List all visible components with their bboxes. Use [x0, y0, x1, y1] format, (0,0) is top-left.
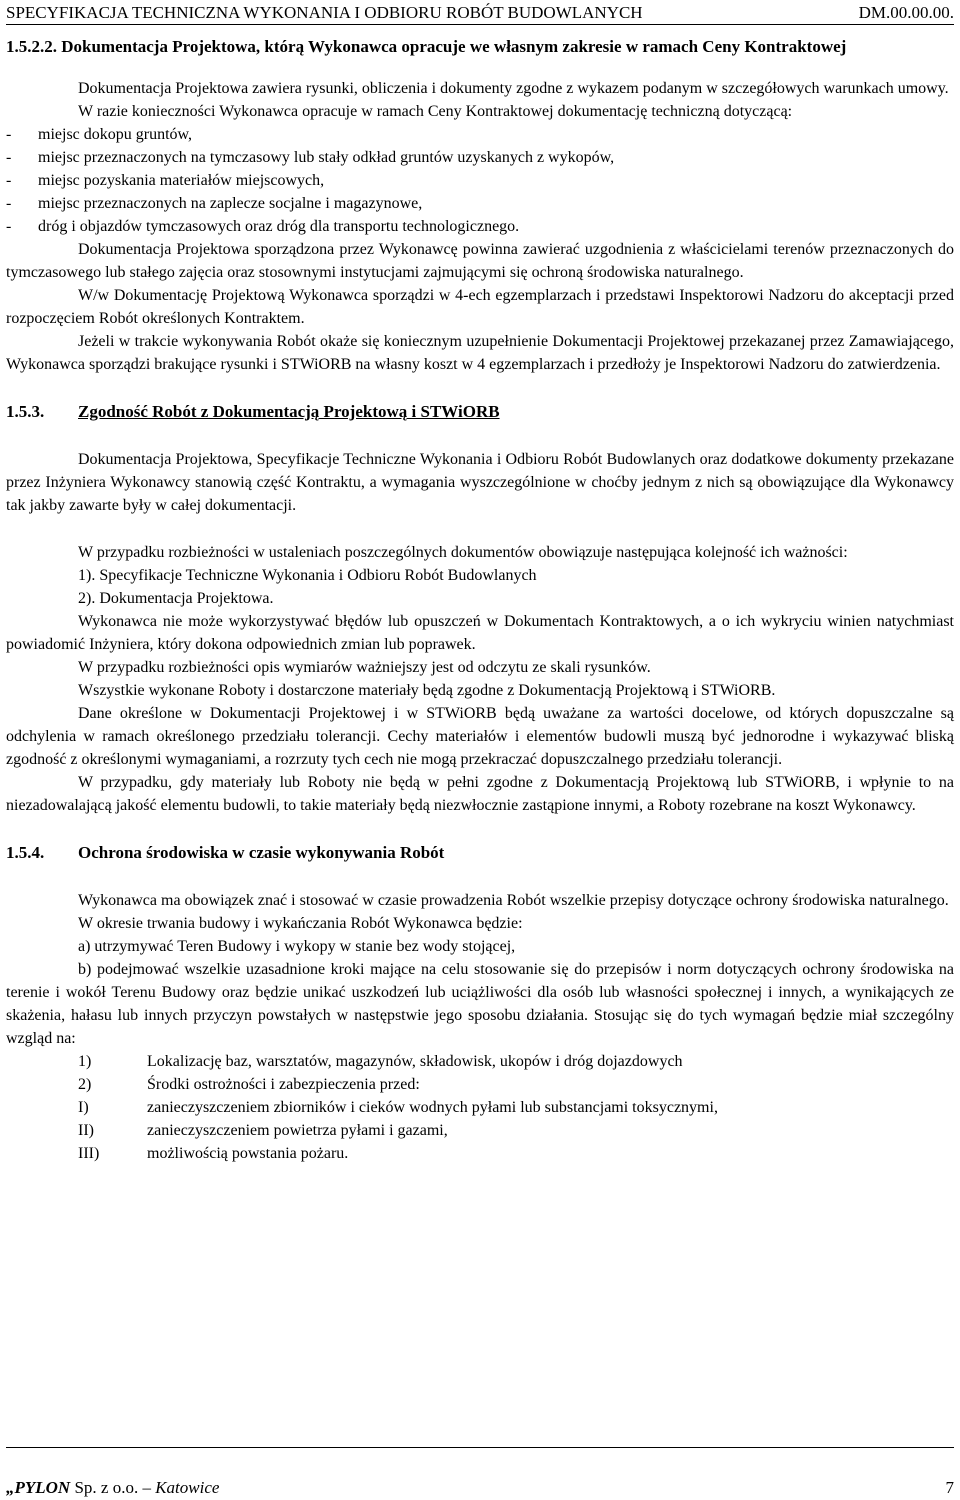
- section-1522-heading: 1.5.2.2. Dokumentacja Projektowa, którą Wykonawca opracuje we własnym zakresie w ramach Ceny Kontraktowej: [6, 37, 847, 56]
- section-number: 1.5.3.: [6, 402, 45, 421]
- section-1522-paragraph: Jeżeli w trakcie wykonywania Robót okaże się koniecznym uzupełnienie Dokumentacji Projektowej przekazanej przez Zamawiającego, Wykonawca sporządzi brakujące rysunki i STWiORB na własny koszt w 4 egzemplarzach i przedłoży je Inspektorowi Nadzoru do zatwierdzenia.: [6, 333, 954, 373]
- section-1522-paragraph: Dokumentacja Projektowa zawiera rysunki, obliczenia i dokumenty zgodne z wykazem podanym w szczegółowych warunkach umowy.: [78, 80, 949, 97]
- priority-item: 2). Dokumentacja Projektowa.: [78, 590, 274, 607]
- list-item: III) możliwością powstania pożaru.: [78, 1145, 349, 1162]
- list-item: 1) Lokalizację baz, warsztatów, magazynów, składowisk, ukopów i dróg dojazdowych: [78, 1053, 683, 1070]
- environment-considerations-list: [6, 1050, 954, 1165]
- company-suffix: Sp. z o.o. –: [70, 1478, 151, 1497]
- section-154-heading: [6, 841, 954, 865]
- section-153-paragraph: Dokumentacja Projektowa, Specyfikacje Techniczne Wykonania i Odbioru Robót Budowlanych oraz dodatkowe dokumenty przekazane przez Inżyniera Wykonawcy stanowią część Kontraktu, a wymagania wyszczególnione w choćby jednym z nich są obowiązujące dla Wykonawcy tak jakby zawarte były w całej dokumentacji.: [6, 451, 954, 514]
- header-code: DM.00.00.00.: [858, 3, 954, 22]
- section-154-paragraph: Wykonawca ma obowiązek znać i stosować w czasie prowadzenia Robót wszelkie przepisy dotyczące ochrony środowiska naturalnego.: [78, 892, 949, 909]
- list-item: I) zanieczyszczeniem zbiorników i cieków wodnych pyłami lub substancjami toksycznymi,: [78, 1099, 718, 1116]
- list-item: - dróg i objazdów tymczasowych oraz dróg dla transportu technologicznego.: [6, 218, 520, 235]
- company-city: Katowice: [150, 1478, 220, 1497]
- header-title: SPECYFIKACJA TECHNICZNA WYKONANIA I ODBIORU ROBÓT BUDOWLANYCH: [6, 3, 643, 22]
- list-item: 2) Środki ostrożności i zabezpieczenia przed:: [78, 1076, 420, 1093]
- priority-item: 1). Specyfikacje Techniczne Wykonania i Odbioru Robót Budowlanych: [78, 567, 537, 584]
- section-1522-paragraph: Dokumentacja Projektowa sporządzona przez Wykonawcę powinna zawierać uzgodnienia z właścicielami terenów przeznaczonych do tymczasowego lub stałego zajęcia oraz stosownymi instytucjami zajmującymi się ochroną środowiska naturalnego.: [6, 241, 954, 281]
- documentation-scope-list: [6, 123, 954, 238]
- section-title: Ochrona środowiska w czasie wykonywania Robót: [78, 843, 445, 862]
- list-item: - miejsc pozyskania materiałów miejscowych,: [6, 172, 325, 189]
- section-153-paragraph: Wykonawca nie może wykorzystywać błędów lub opuszczeń w Dokumentach Kontraktowych, a o ich wykryciu winien natychmiast powiadomić Inżyniera, który dokona odpowiednich zmian lub poprawek.: [6, 613, 954, 653]
- page-header: [6, 2, 954, 25]
- document-page: [6, 0, 954, 1500]
- company-name: „PYLON: [6, 1478, 71, 1497]
- list-item: - miejsc przeznaczonych na zaplecze socjalne i magazynowe,: [6, 195, 423, 212]
- page-content: [6, 37, 954, 1165]
- section-154-paragraph: b) podejmować wszelkie uzasadnione kroki mające na celu stosowanie się do przepisów i norm dotyczących ochrony środowiska na terenie i wokół Terenu Budowy oraz będzie unikać uszkodzeń lub uciążliwości dla osób lub własności społecznej i innych, a wynikających ze skażenia, hałasu lub innych przyczyn powstałych w następstwie jego sposobu działania. Stosując się do tych wymagań będzie miał szczególny wzgląd na:: [6, 961, 954, 1047]
- section-153-paragraph: Wszystkie wykonane Roboty i dostarczone materiały będą zgodne z Dokumentacją Projektową i STWiORB.: [78, 682, 776, 699]
- list-item: - miejsc przeznaczonych na tymczasowy lub stały odkład gruntów uzyskanych z wykopów,: [6, 149, 615, 166]
- list-item: - miejsc dokopu gruntów,: [6, 126, 193, 143]
- section-153-paragraph: Dane określone w Dokumentacji Projektowej i w STWiORB będą uważane za wartości docelowe, od których dopuszczalne są odchylenia w ramach określonego przedziału tolerancji. Cechy materiałów i elementów budowli muszą być jednorodne i wykazywać bliską zgodność z określonymi wymaganiami, a rozrzuty tych cech nie mogą przekraczać dopuszczalnego przedziału tolerancji.: [6, 705, 954, 768]
- section-153-paragraph: W przypadku rozbieżności opis wymiarów ważniejszy jest od odczytu ze skali rysunków.: [78, 659, 651, 676]
- section-1522-paragraph: W/w Dokumentację Projektową Wykonawca sporządzi w 4-ech egzemplarzach i przedstawi Inspektorowi Nadzoru do akceptacji przed rozpoczęciem Robót określonych Kontraktem.: [6, 287, 954, 327]
- section-153-paragraph: W przypadku, gdy materiały lub Roboty nie będą w pełni zgodne z Dokumentacją Projektową lub STWiORB, i wpłynie to na niezadowalającą jakość elementu budowli, to takie materiały będą niezwłocznie zastąpione innymi, a Roboty rozebrane na koszt Wykonawcy.: [6, 774, 954, 814]
- section-title: Zgodność Robót z Dokumentacją Projektową i STWiORB: [78, 402, 500, 421]
- page-number: 7: [945, 1478, 954, 1497]
- section-154-paragraph: W okresie trwania budowy i wykańczania Robót Wykonawca będzie:: [78, 915, 523, 932]
- section-154-paragraph: a) utrzymywać Teren Budowy i wykopy w stanie bez wody stojącej,: [78, 938, 516, 955]
- footer-company: [6, 1476, 219, 1499]
- section-153-paragraph: W przypadku rozbieżności w ustaleniach poszczególnych dokumentów obowiązuje następująca kolejność ich ważności:: [78, 544, 848, 561]
- section-153-heading: [6, 400, 954, 424]
- section-1522-paragraph: W razie konieczności Wykonawca opracuje w ramach Ceny Kontraktowej dokumentację techniczną dotyczącą:: [78, 103, 793, 120]
- list-item: II) zanieczyszczeniem powietrza pyłami i gazami,: [78, 1122, 448, 1139]
- section-number: 1.5.4.: [6, 843, 45, 862]
- page-footer: [6, 1447, 954, 1496]
